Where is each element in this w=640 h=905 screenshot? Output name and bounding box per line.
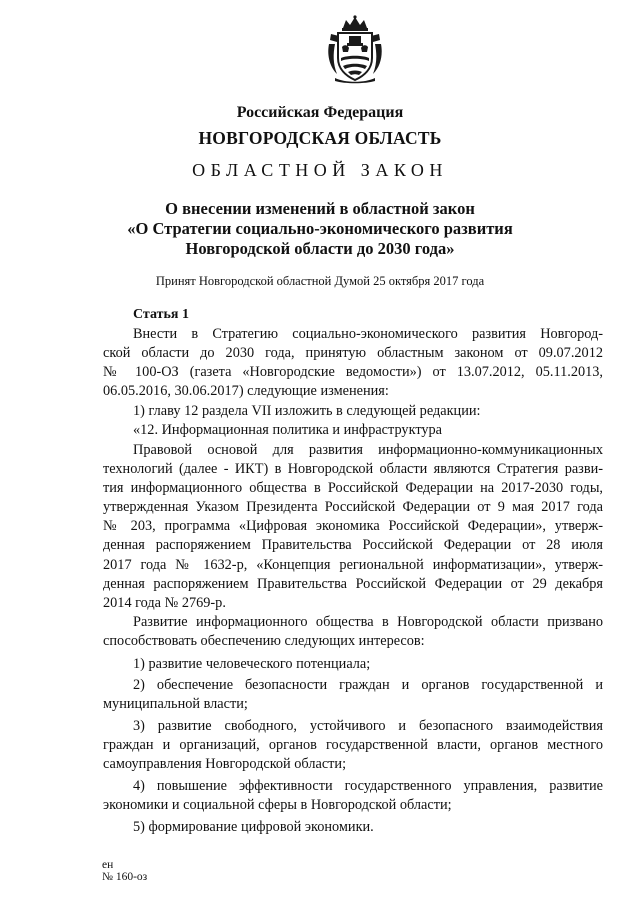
body-line: самоуправления Новгородской области; bbox=[103, 756, 347, 772]
body-line: Внести в Стратегию социально-экономического развития Новгород- bbox=[133, 326, 603, 342]
body-line: 1) развитие человеческого потенциала; bbox=[133, 656, 371, 672]
body-line: экономики и социальной сферы в Новгородской области; bbox=[103, 797, 452, 813]
body-line: Развитие информационного общества в Новгородской области призвано bbox=[133, 614, 603, 630]
region-name: НОВГОРОДСКАЯ ОБЛАСТЬ bbox=[198, 128, 442, 148]
body-line: денная распоряжением Правительства Российской Федерации от 28 июля bbox=[103, 537, 603, 553]
law-title-line: «О Стратегии социально-экономического развития bbox=[127, 219, 513, 238]
body-line: муниципальной власти; bbox=[103, 696, 248, 712]
coat-of-arms-icon bbox=[325, 14, 385, 84]
country-name: Российская Федерация bbox=[236, 104, 404, 121]
footer-initials: ен bbox=[102, 859, 114, 871]
article-heading: Статья 1 bbox=[133, 307, 189, 322]
body-line: технологий (далее - ИКТ) в Новгородской области являются Стратегия разви- bbox=[103, 461, 603, 477]
body-line: ской области до 2030 года, принятую областным законом от 09.07.2012 bbox=[103, 345, 603, 361]
body-line: утвержденная Указом Президента Российской Федерации от 9 мая 2017 года bbox=[103, 499, 603, 515]
footer-law-number: № 160-оз bbox=[102, 871, 148, 883]
adoption-note: Принят Новгородской областной Думой 25 октября 2017 года bbox=[155, 274, 485, 288]
body-line: 2) обеспечение безопасности граждан и органов государственной и bbox=[133, 677, 603, 693]
body-line: способствовать обеспечению следующих интересов: bbox=[103, 633, 425, 649]
body-line: 3) развитие свободного, устойчивого и безопасного взаимодействия bbox=[133, 718, 603, 734]
body-line: 4) повышение эффективности государственного управления, развитие bbox=[133, 778, 603, 794]
body-line: 1) главу 12 раздела VII изложить в следующей редакции: bbox=[133, 403, 481, 419]
document-type: ОБЛАСТНОЙ ЗАКОН bbox=[192, 160, 448, 180]
body-line: № 100-ОЗ (газета «Новгородские ведомости») от 13.07.2012, 05.11.2013, bbox=[103, 364, 603, 380]
body-line: тия информационного общества в Российской Федерации на 2017-2030 годы, bbox=[103, 480, 603, 496]
body-line: 06.05.2016, 30.06.2017) следующие изменения: bbox=[103, 383, 389, 399]
body-line: 2014 года № 2769-р. bbox=[103, 595, 226, 611]
body-line: денная распоряжением Правительства Российской Федерации от 29 декабря bbox=[103, 576, 603, 592]
body-line: 5) формирование цифровой экономики. bbox=[133, 819, 374, 835]
body-line: граждан и организаций, органов государственной власти, органов местного bbox=[103, 737, 603, 753]
body-line: № 203, программа «Цифровая экономика Российской Федерации», утверж- bbox=[103, 518, 603, 534]
body-line: «12. Информационная политика и инфраструктура bbox=[133, 422, 443, 438]
body-line: 2017 года № 1632-р, «Концепция региональной информатизации», утверж- bbox=[103, 557, 603, 573]
body-line: Правовой основой для развития информационно-коммуникационных bbox=[133, 442, 603, 458]
law-title-line: О внесении изменений в областной закон bbox=[165, 199, 475, 218]
law-title-line: Новгородской области до 2030 года» bbox=[185, 239, 455, 258]
